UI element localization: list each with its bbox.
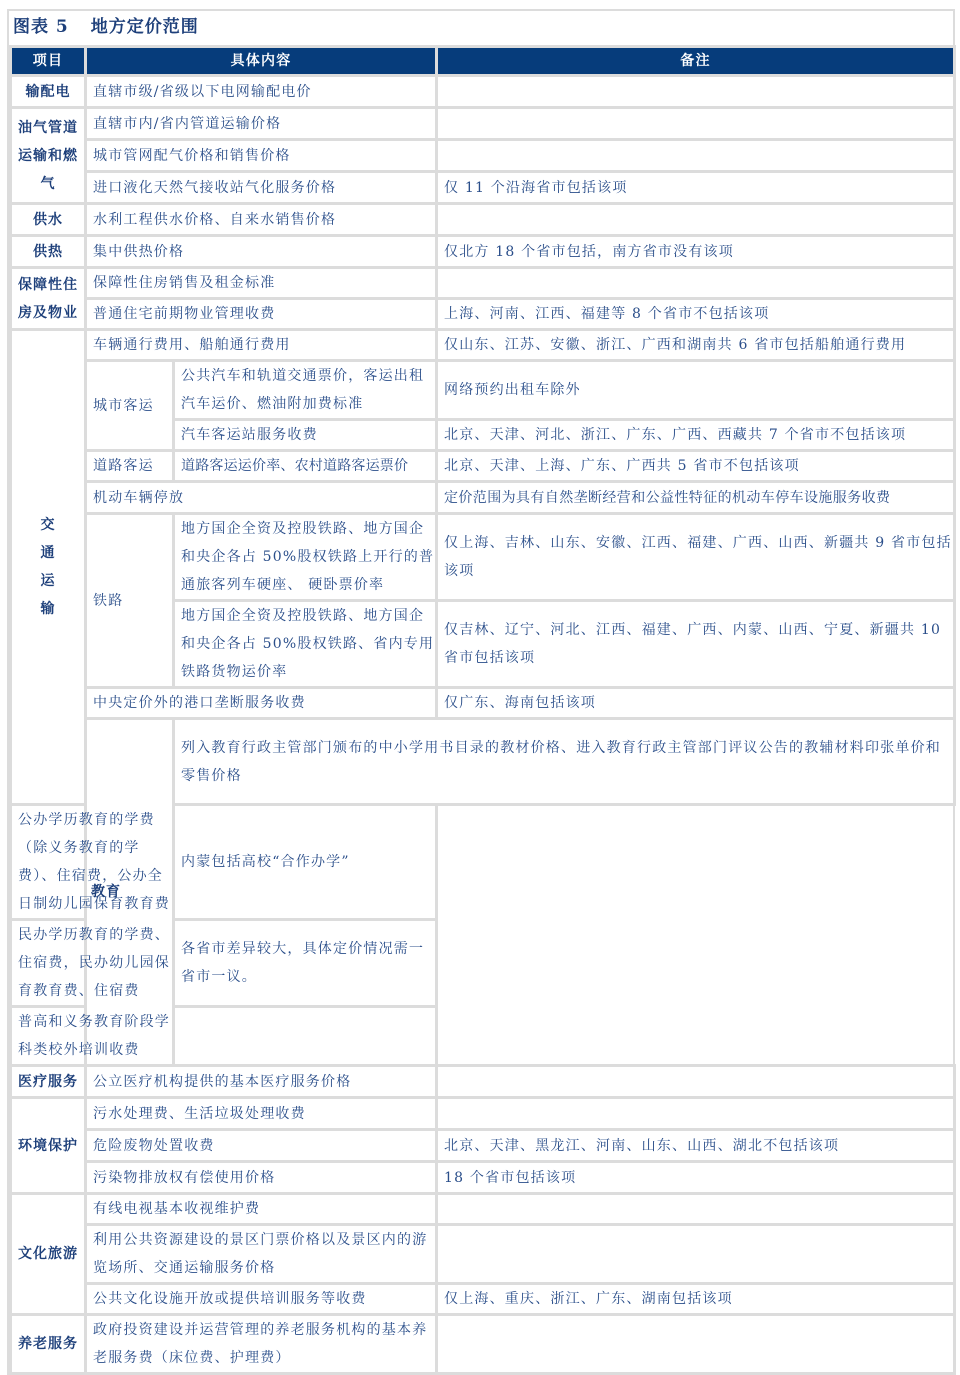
note-cell [437,1098,955,1130]
subcategory-cell: 铁路 [86,514,174,688]
content-cell: 直辖市级/省级以下电网输配电价 [86,76,437,108]
content-cell: 普通住宅前期物业管理收费 [86,299,437,330]
content-cell: 普高和义务教育阶段学科类校外培训收费 [11,1007,174,1066]
category-cell: 保障性住房及物业 [11,268,86,330]
note-cell: 内蒙包括高校“合作办学” [174,805,437,920]
note-cell: 北京、天津、上海、广东、广西共 5 省市不包括该项 [437,451,955,482]
content-cell: 列入教育行政主管部门颁布的中小学用书目录的教材价格、进入教育行政主管部门评议公告的教辅材料印张单价和零售价格 [174,719,955,805]
table-row [11,1315,955,1374]
note-cell [437,76,955,108]
content-cell: 直辖市内/省内管道运输价格 [86,108,437,140]
content-cell: 中央定价外的港口垄断服务收费 [86,688,437,719]
category-cell: 养老服务 [11,1315,86,1374]
header-item: 项目 [11,47,86,76]
category-cell: 文化旅游 [11,1194,86,1315]
figure-frame [7,9,955,1375]
table-row [11,1007,955,1066]
content-cell: 公办学历教育的学费（除义务教育的学费）、住宿费，公办全日制幼儿园保育教育费 [11,805,174,920]
table-row [11,361,955,420]
table-row [11,299,955,330]
note-cell: 北京、天津、河北、浙江、广东、广西、西藏共 7 个省市不包括该项 [437,420,955,451]
note-cell [437,108,955,140]
category-cell: 油气管道运输和燃气 [11,108,86,204]
category-cell: 输配电 [11,76,86,108]
table-row [11,1130,955,1162]
note-cell: 仅北方 18 个省市包括，南方省市没有该项 [437,236,955,268]
category-cell: 环境保护 [11,1098,86,1194]
table-row [11,236,955,268]
table-row [11,330,955,361]
category-label-vertical: 交通运输 [40,517,56,617]
table-row [11,268,955,299]
content-cell: 有线电视基本收视维护费 [86,1194,437,1225]
note-cell [437,140,955,172]
table-row [11,805,955,920]
content-cell: 政府投资建设并运营管理的养老服务机构的基本养老服务费（床位费、护理费） [86,1315,437,1374]
content-cell: 机动车辆停放 [86,482,437,514]
category-cell: 供热 [11,236,86,268]
content-cell: 危险废物处置收费 [86,1130,437,1162]
note-cell: 上海、河南、江西、福建等 8 个省市不包括该项 [437,299,955,330]
subcategory-cell: 道路客运 [86,451,174,482]
note-cell: 北京、天津、黑龙江、河南、山东、山西、湖北不包括该项 [437,1130,955,1162]
note-cell [437,1225,955,1284]
table-row [11,140,955,172]
content-cell: 污水处理费、生活垃圾处理收费 [86,1098,437,1130]
note-cell: 仅上海、重庆、浙江、广东、湖南包括该项 [437,1284,955,1315]
table-row [11,108,955,140]
content-cell: 进口液化天然气接收站气化服务价格 [86,172,437,204]
note-cell: 18 个省市包括该项 [437,1162,955,1194]
subcategory-cell: 城市客运 [86,361,174,451]
content-cell: 水利工程供水价格、自来水销售价格 [86,204,437,236]
note-cell: 仅山东、江苏、安徽、浙江、广西和湖南共 6 省市包括船舶通行费用 [437,330,955,361]
category-cell: 供水 [11,204,86,236]
content-cell: 利用公共资源建设的景区门票价格以及景区内的游览场所、交通运输服务价格 [86,1225,437,1284]
content-cell: 汽车客运站服务收费 [174,420,437,451]
header-content: 具体内容 [86,47,437,76]
category-cell: 教育 [86,719,174,1066]
table-row [11,1225,955,1284]
content-cell: 车辆通行费用、船舶通行费用 [86,330,437,361]
table-header-row [11,47,955,76]
content-cell: 公共文化设施开放或提供培训服务等收费 [86,1284,437,1315]
note-cell: 仅上海、吉林、山东、安徽、江西、福建、广西、山西、新疆共 9 省市包括该项 [437,514,955,601]
content-cell: 地方国企全资及控股铁路、地方国企和央企各占 50%股权铁路上开行的普通旅客列车硬座、 硬卧票价率 [174,514,437,601]
note-cell: 各省市差异较大，具体定价情况需一省市一议。 [174,920,437,1007]
table-row [11,482,955,514]
content-cell: 保障性住房销售及租金标准 [86,268,437,299]
content-cell: 道路客运运价率、农村道路客运票价 [174,451,437,482]
table-row [11,719,955,805]
content-cell: 民办学历教育的学费、住宿费，民办幼儿园保育教育费、住宿费 [11,920,174,1007]
note-cell [437,1315,955,1374]
note-cell: 网络预约出租车除外 [437,361,955,420]
figure-title [9,11,953,45]
note-cell [174,1007,437,1066]
note-cell: 仅吉林、辽宁、河北、江西、福建、广西、内蒙、山西、宁夏、新疆共 10 省市包括该项 [437,601,955,688]
table-row [11,172,955,204]
note-cell [437,1194,955,1225]
content-cell: 污染物排放权有偿使用价格 [86,1162,437,1194]
table-row [11,1066,955,1098]
content-cell: 集中供热价格 [86,236,437,268]
table-row [11,76,955,108]
table-row [11,1162,955,1194]
note-cell [437,268,955,299]
table-row [11,204,955,236]
note-cell: 仅 11 个沿海省市包括该项 [437,172,955,204]
note-cell [437,204,955,236]
figure-caption: 地方定价范围 [90,17,199,37]
content-cell: 地方国企全资及控股铁路、地方国企和央企各占 50%股权铁路、省内专用铁路货物运价率 [174,601,437,688]
content-cell: 公共汽车和轨道交通票价，客运出租汽车运价、燃油附加费标准 [174,361,437,420]
table-row [11,920,955,1007]
table-row [11,451,955,482]
table-row [11,688,955,719]
pricing-scope-table [9,45,956,1375]
table-row [11,514,955,601]
note-cell: 仅广东、海南包括该项 [437,688,955,719]
content-cell: 公立医疗机构提供的基本医疗服务价格 [86,1066,437,1098]
table-row [11,1098,955,1130]
table-row [11,1284,955,1315]
category-cell [11,330,86,805]
content-cell: 城市管网配气价格和销售价格 [86,140,437,172]
category-cell: 医疗服务 [11,1066,86,1098]
note-cell: 定价范围为具有自然垄断经营和公益性特征的机动车停车设施服务收费 [437,482,955,514]
note-cell [437,1066,955,1098]
header-note: 备注 [437,47,955,76]
figure-number: 图表 5 [13,17,69,37]
table-row [11,1194,955,1225]
